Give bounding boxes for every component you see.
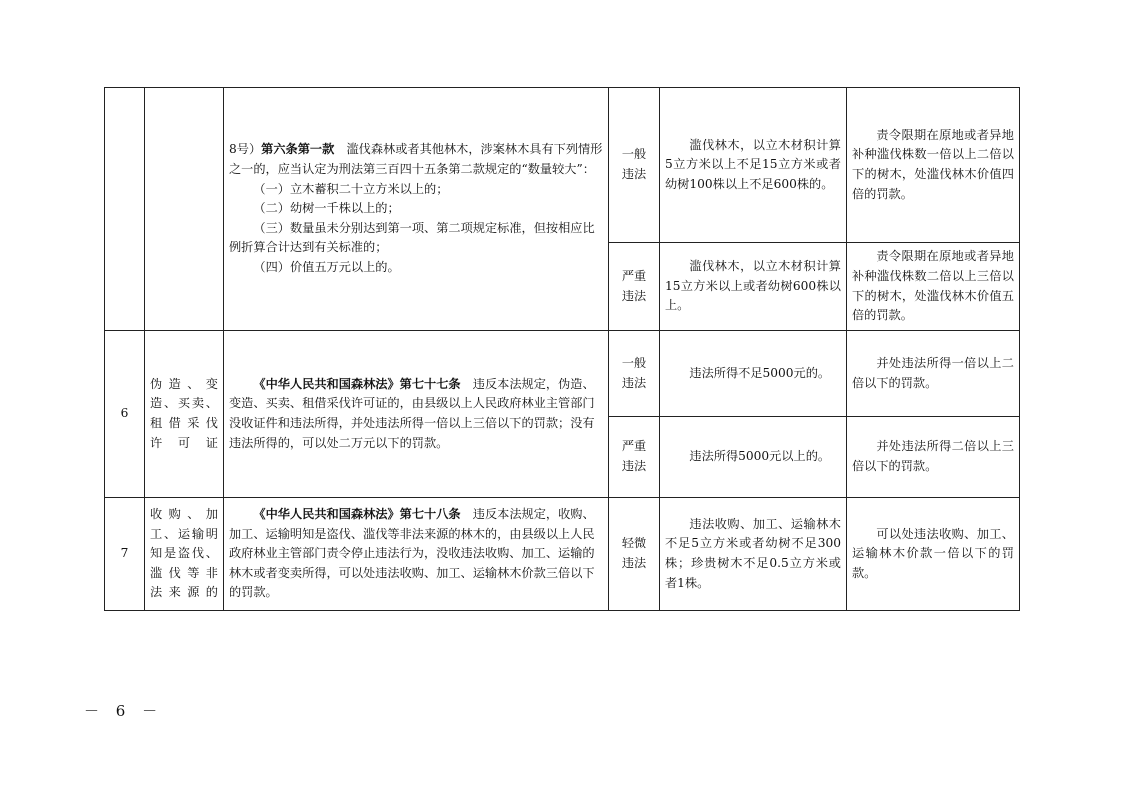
violation-level: 严重 违法: [609, 243, 660, 331]
penalty-text: 并处违法所得二倍以上三倍以下的罚款。: [847, 417, 1020, 498]
violation-level: 一般 违法: [609, 331, 660, 417]
violation-level: 严重 违法: [609, 417, 660, 498]
discretion-standard: 滥伐林木，以立木材积计算15立方米以上或者幼树600株以上。: [660, 243, 847, 331]
law-reference: 《中华人民共和国森林法》第七十七条: [253, 376, 461, 391]
row-number: 6: [105, 331, 145, 498]
article-reference: 第六条第一款: [261, 142, 335, 157]
legal-basis: 8号）第六条第一款 滥伐森林或者其他林木，涉案林木具有下列情形之一的，应当认定为刑法第三百四十五条第二款规定的“数量较大”： （一）立木蓄积二十立方米以上的； （二）幼树一千株以上的； （三）数量虽未分别达到第一项、第二项规定标准，但按相应比例折算合计达到有关标准的； （四）价值五万元以上的。: [224, 88, 609, 331]
table-row: [105, 498, 1020, 611]
penalty-text: 可以处违法收购、加工、运输林木价款一倍以下的罚款。: [847, 498, 1020, 611]
discretion-standard: 违法所得5000元以上的。: [660, 417, 847, 498]
violation-level: 一般 违法: [609, 88, 660, 243]
violation-item: 收购、加 工、运输明 知是盗伐、 滥伐等非 法来源的: [145, 498, 224, 611]
row-number: 7: [105, 498, 145, 611]
basis-clause: （四）价值五万元以上的。: [253, 259, 400, 274]
penalty-standards-table: [104, 87, 1020, 611]
legal-basis: 《中华人民共和国森林法》第七十八条 违反本法规定，收购、加工、运输明知是盗伐、滥伐等非法来源的林木的，由县级以上人民政府林业主管部门责令停止违法行为，没收违法收购、加工、运输的林木或者变卖所得，可以处违法收购、加工、运输林木价款三倍以下的罚款。: [224, 498, 609, 611]
table-row: [105, 88, 1020, 243]
discretion-standard: 违法收购、加工、运输林木不足5立方米或者幼树不足300株；珍贵树木不足0.5立方米或者1株。: [660, 498, 847, 611]
basis-clause: （三）数量虽未分别达到第一项、第二项规定标准，但按相应比例折算合计达到有关标准的；: [229, 220, 595, 255]
penalty-text: 并处违法所得一倍以上二倍以下的罚款。: [847, 331, 1020, 417]
basis-clause: （一）立木蓄积二十立方米以上的；: [253, 181, 449, 196]
penalty-text: 责令限期在原地或者异地补种滥伐株数一倍以上二倍以下的树木，处滥伐林木价值四倍的罚款。: [847, 88, 1020, 243]
law-reference: 《中华人民共和国森林法》第七十八条: [253, 507, 461, 522]
row-number: [105, 88, 145, 331]
discretion-standard: 滥伐林木，以立木材积计算5立方米以上不足15立方米或者幼树100株以上不足600株的。: [660, 88, 847, 243]
legal-basis: 《中华人民共和国森林法》第七十七条 违反本法规定，伪造、变造、买卖、租借采伐许可证的，由县级以上人民政府林业主管部门没收证件和违法所得，并处违法所得一倍以上三倍以下的罚款；没有违法所得的，可以处二万元以下的罚款。: [224, 331, 609, 498]
violation-item: 伪造、变 造、买卖、 租借采伐 许可证: [145, 331, 224, 498]
table-row: [105, 331, 1020, 417]
violation-level: 轻微 违法: [609, 498, 660, 611]
violation-item: [145, 88, 224, 331]
basis-clause: （二）幼树一千株以上的；: [253, 201, 400, 216]
penalty-text: 责令限期在原地或者异地补种滥伐株数二倍以上三倍以下的树木，处滥伐林木价值五倍的罚款。: [847, 243, 1020, 331]
page-number: － 6 －: [84, 702, 164, 720]
discretion-standard: 违法所得不足5000元的。: [660, 331, 847, 417]
